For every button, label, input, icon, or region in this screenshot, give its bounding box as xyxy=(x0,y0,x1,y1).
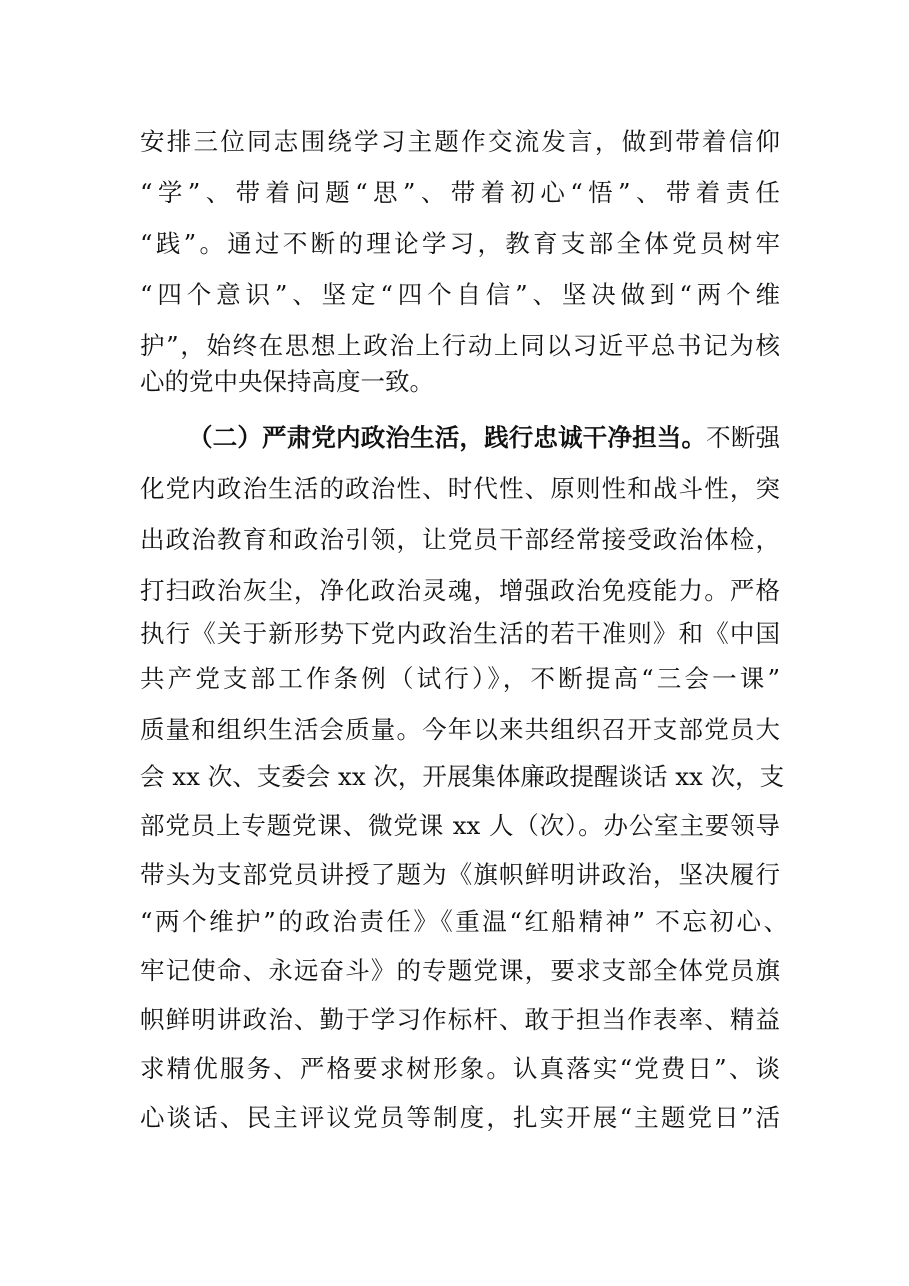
paragraph-2-line-1-rest: 不断强 xyxy=(706,423,781,452)
paragraph-2-line-14: 求精优服务、严格要求树形象。认真落实“党费日”、谈 xyxy=(140,1054,780,1083)
paragraph-2-line-10: 带头为支部党员讲授了题为《旗帜鲜明讲政治，坚决履行 xyxy=(140,860,780,889)
paragraph-2-line-1 xyxy=(188,418,780,458)
paragraph-2-line-6: 共产党支部工作条例（试行）》，不断提高“三会一课” xyxy=(140,664,780,693)
paragraph-1-line-6: 心的党中央保持高度一致。 xyxy=(140,367,434,396)
paragraph-2-line-15: 心谈话、民主评议党员等制度，扎实开展“主题党日”活 xyxy=(140,1103,780,1132)
section-heading: （二）严肃党内政治生活，践行忠诚干净担当。 xyxy=(188,423,707,452)
paragraph-1-line-2: “学”、带着问题“思”、带着初心“悟”、带着责任 xyxy=(140,178,780,207)
paragraph-1-line-5: 护”，始终在思想上政治上行动上同以习近平总书记为核 xyxy=(140,331,780,360)
paragraph-2-line-9: 部党员上专题党课、微党课 xx 人（次）。办公室主要领导 xyxy=(140,811,780,840)
paragraph-1-line-3: “践”。通过不断的理论学习，教育支部全体党员树牢 xyxy=(140,229,780,258)
paragraph-1-line-1: 安排三位同志围绕学习主题作交流发言，做到带着信仰 xyxy=(140,127,780,156)
paragraph-2-line-8: 会 xx 次、支委会 xx 次，开展集体廉政提醒谈话 xx 次，支 xyxy=(140,762,785,791)
paragraph-2-line-2: 化党内政治生活的政治性、时代性、原则性和战斗性，突 xyxy=(140,474,780,503)
paragraph-1-line-4: “四个意识”、坚定“四个自信”、坚决做到“两个维 xyxy=(140,280,780,309)
paragraph-2-line-4: 打扫政治灰尘，净化政治灵魂，增强政治免疫能力。严格 xyxy=(140,576,780,605)
paragraph-2-line-11: “两个维护”的政治责任》《重温“红船精神” 不忘初心、 xyxy=(140,907,788,936)
paragraph-2-line-7: 质量和组织生活会质量。今年以来共组织召开支部党员大 xyxy=(140,715,780,744)
paragraph-2-line-5: 执行《关于新形势下党内政治生活的若干准则》和《中国 xyxy=(140,619,780,648)
paragraph-2-line-12: 牢记使命、永远奋斗》的专题党课，要求支部全体党员旗 xyxy=(140,956,780,985)
paragraph-2-line-13: 帜鲜明讲政治、勤于学习作标杆、敢于担当作表率、精益 xyxy=(140,1005,780,1034)
paragraph-2-line-3: 出政治教育和政治引领，让党员干部经常接受政治体检， xyxy=(140,525,780,554)
